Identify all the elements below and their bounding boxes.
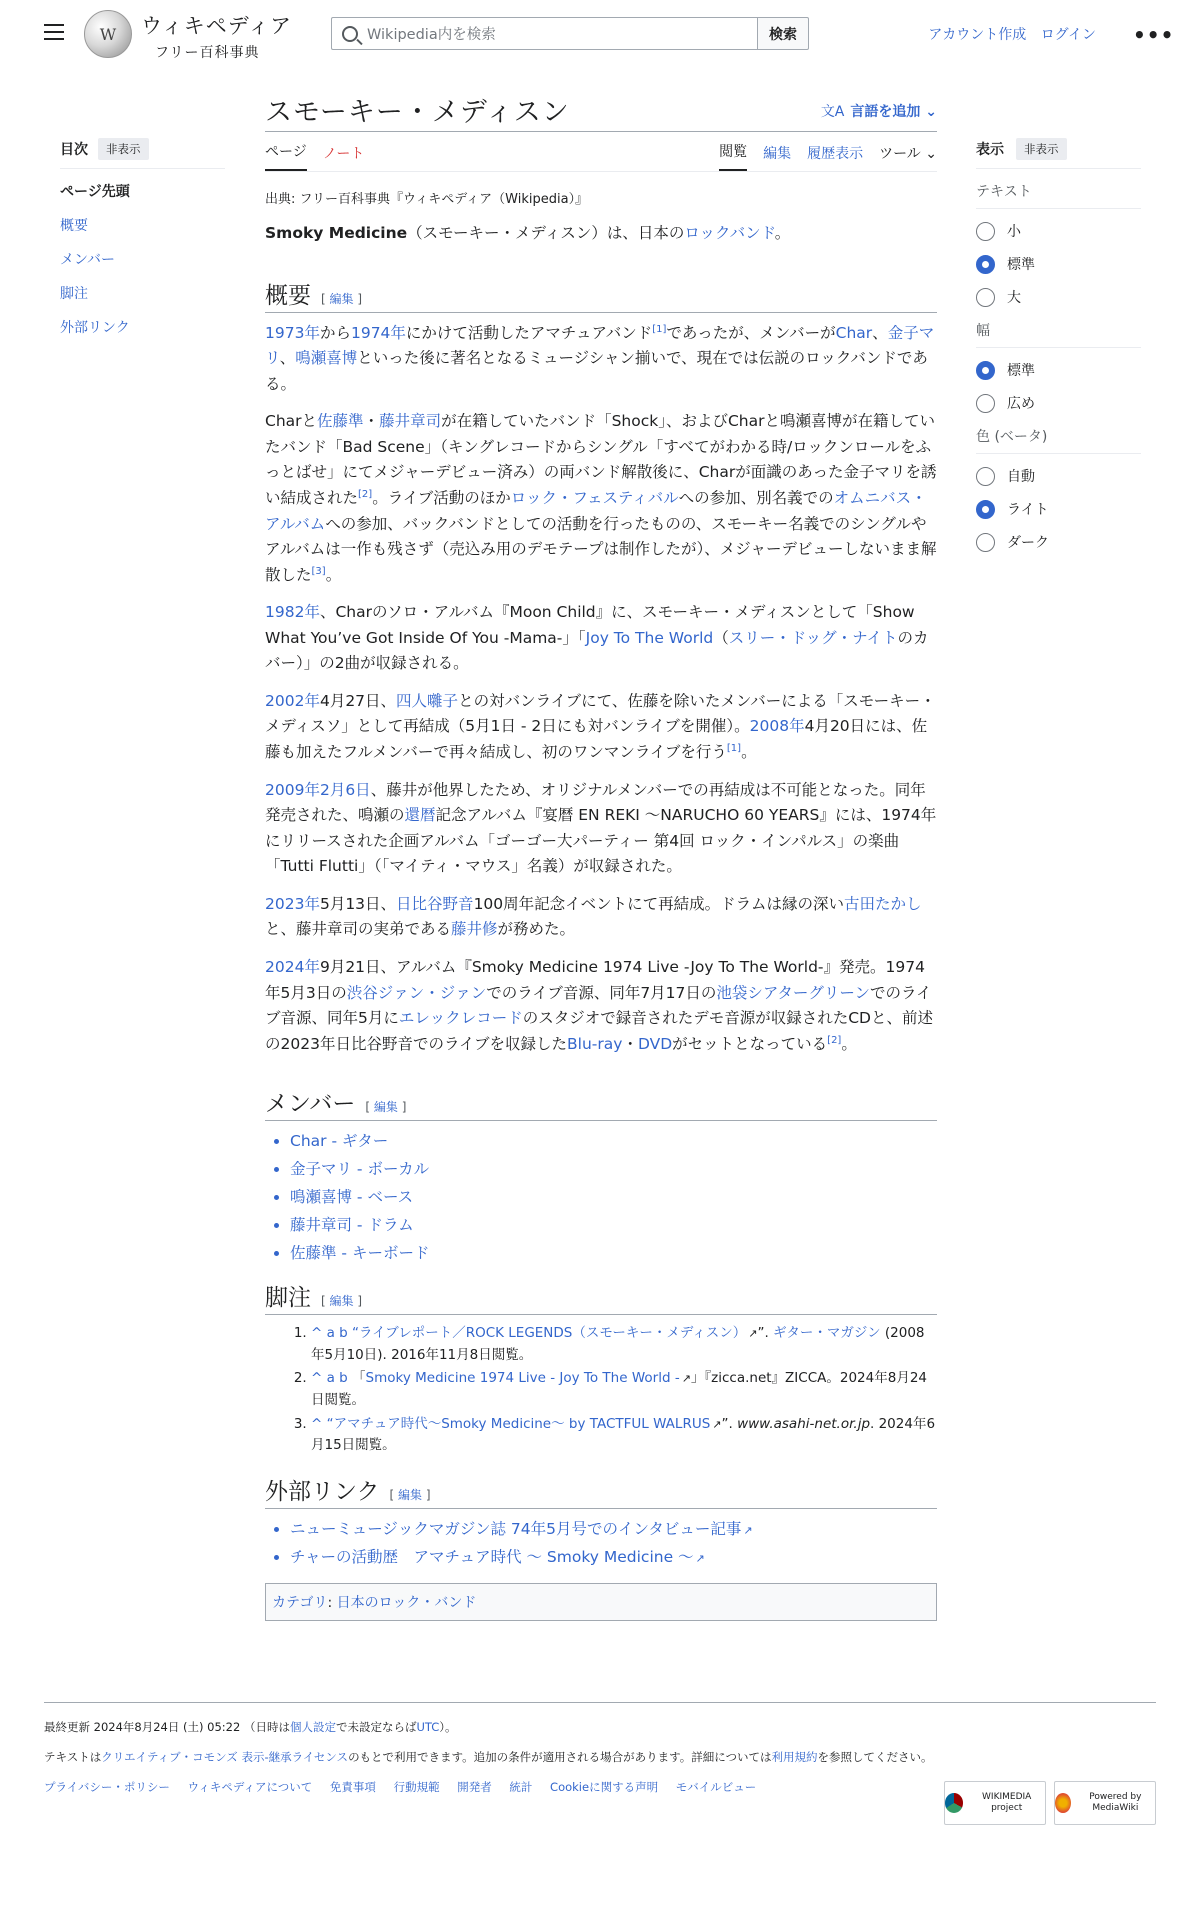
tab-read[interactable]: 閲覧 (719, 141, 747, 171)
tab-talk[interactable]: ノート (322, 146, 365, 162)
color-auto-option[interactable] (976, 466, 1141, 486)
color-light-option[interactable] (976, 499, 1141, 519)
text: と、藤井章司の実弟である (265, 920, 452, 939)
create-account-link[interactable]: アカウント作成 (928, 27, 1027, 43)
references-list (265, 1323, 937, 1457)
text: 」『zicca.net』ZICCA。2024年8月24日閲覧。 (311, 1370, 927, 1408)
reference-item (311, 1414, 937, 1457)
link[interactable]: 藤井章司 (379, 412, 442, 431)
text-size-large-option[interactable] (976, 287, 1141, 307)
appearance-panel (976, 138, 1141, 565)
external-link[interactable]: チャーの活動歴 アマチュア時代 〜 Smoky Medicine 〜 (290, 1547, 694, 1566)
site-tagline: フリー百科事典 (155, 45, 260, 61)
edit-label[interactable]: 編集 (398, 1487, 423, 1502)
tools-label: ツール (879, 146, 921, 162)
text: www.asahi-net.or.jp (737, 1415, 871, 1432)
tab-edit[interactable]: 編集 (763, 146, 792, 162)
paragraph (265, 892, 937, 943)
link[interactable]: 2002年 (265, 691, 320, 710)
color-dark-option[interactable] (976, 532, 1141, 552)
text: ）。 (439, 1720, 457, 1734)
chevron-down-icon: ⌄ (925, 146, 937, 162)
last-modified (44, 1719, 1156, 1735)
search-form (331, 17, 809, 50)
list-item[interactable]: • 鳴瀬喜博 - ベース (290, 1185, 937, 1207)
table-of-contents (60, 138, 225, 351)
site-header (0, 0, 1200, 72)
link[interactable]: オムニバス・アルバム (265, 488, 927, 533)
radio-color-dark[interactable] (976, 533, 995, 552)
tab-tools[interactable] (879, 143, 937, 171)
text: ・ (622, 1034, 638, 1053)
category-box (265, 1583, 937, 1621)
text: 。 (774, 224, 791, 242)
add-language-label: 言語を追加 (850, 104, 921, 120)
heading-notes (265, 1279, 937, 1315)
search-icon (342, 26, 358, 42)
lead-paragraph (265, 221, 937, 247)
text: 。 (741, 743, 757, 761)
edit-label[interactable]: 編集 (373, 1100, 398, 1115)
link[interactable]: スリー・ドッグ・ナイト (728, 628, 898, 647)
option-label: 大 (1007, 290, 1021, 306)
page-footer (44, 1702, 1156, 1813)
external-link-icon: ↗ (681, 1372, 691, 1386)
chevron-down-icon: ⌄ (925, 104, 937, 120)
toc-item-external-links[interactable]: 外部リンク (60, 320, 130, 336)
external-link-icon: ↗ (743, 1523, 753, 1537)
link[interactable]: 鳴瀬喜博 (295, 349, 358, 368)
footer-link[interactable]: ウィキペディアについて (187, 1780, 313, 1794)
text: 9月21日、アルバム『Smoky Medicine 1974 Live -Joy To The World-』発売。1974年5月3日の (265, 957, 925, 1002)
list-item[interactable]: • Char - ギター (290, 1129, 937, 1151)
text: 、藤井が他界したため、オリジナルメンバーでの再結成は不可能となった。同年発売された、鳴瀬の (265, 780, 926, 825)
link[interactable]: 藤井修 (451, 920, 498, 939)
backlink[interactable]: ^ a b (311, 1325, 348, 1342)
paragraph (265, 778, 937, 880)
text: で未設定ならば (335, 1720, 417, 1734)
text: への参加、バックバンドとしての活動を行ったものの、スモーキー名義でのシングルやアルバムは一作も残さず（売込み用のデモテープは制作したが）、メジャーデビューしないまま解散した (265, 514, 937, 584)
text: でのライブ音源、同年5月に (265, 983, 932, 1028)
list-item[interactable]: • 藤井章司 - ドラム (290, 1213, 937, 1235)
option-label: 小 (1007, 224, 1021, 240)
text: のカバー）」の2曲が収録される。 (265, 628, 929, 673)
appearance-hide-button[interactable]: 非表示 (1016, 138, 1067, 160)
width-standard-option[interactable] (976, 360, 1141, 380)
terms-link[interactable]: 利用規約 (771, 1750, 818, 1764)
text: 。 (841, 1034, 857, 1053)
text: 5月13日、 (319, 894, 397, 913)
reference-link[interactable]: “アマチュア時代〜Smoky Medicine〜 by TACTFUL WALRUS (326, 1415, 711, 1432)
link[interactable]: DVD (637, 1034, 673, 1053)
text: (2008年5月10日). 2016年11月8日閲覧。 (311, 1325, 925, 1363)
toc-title: 目次 (60, 142, 88, 158)
paragraph (265, 600, 937, 677)
link[interactable]: Char (835, 323, 873, 342)
width-label: 幅 (976, 320, 1141, 348)
login-link[interactable]: ログイン (1040, 27, 1096, 43)
color-label: 色 (ベータ) (976, 426, 1141, 454)
text: のもとで利用できます。追加の条件が適用される場合があります。詳細については (348, 1750, 772, 1764)
edit-section-link[interactable]: [ 編集 ] (321, 291, 363, 306)
text-size-small-option[interactable] (976, 221, 1141, 241)
width-wide-option[interactable] (976, 393, 1141, 413)
link[interactable]: 2009年 (265, 780, 320, 799)
footer-link[interactable]: 統計 (509, 1780, 533, 1794)
utc-link[interactable]: UTC (416, 1720, 440, 1734)
page-tabs (265, 132, 937, 172)
text: がセットとなっている (672, 1034, 828, 1053)
text: 記念アルバム『宴暦 EN REKI 〜NARUCHO 60 YEARS』には、1974年にリリースされた企画アルバム「ゴーゴー大パーティー 第4回 ロック・インパルス」の楽曲「Tutti Flutti」（「マイティ・マウス」名義）が収録された。 (265, 806, 937, 876)
text: といった後に著名となるミュージシャン揃いで、現在では伝説のロックバンドである。 (265, 349, 928, 393)
text: 、Charのソロ・アルバム『Moon Child』に、スモーキー・メディスンとして「Show What You’ve Got Inside Of You -Mama-」「 (265, 603, 915, 647)
option-label: 標準 (1007, 363, 1035, 379)
text: でのライブ音源、同年7月17日の (486, 983, 717, 1002)
text: が在籍していたバンド「Shock」、およびCharと鳴瀬喜博が在籍していたバンド「Bad Scene」（キングレコードからシングル「すべてがわかる時/ロックンロールをふっとばせ」にてメジャーデビュー済み）の両バンド解散後に、Charが面識のあった金子マリを誘い結成された (265, 412, 937, 507)
license-notice (44, 1749, 1156, 1765)
paragraph (265, 955, 937, 1057)
text: 、 (279, 349, 296, 368)
external-links-list (265, 1517, 937, 1567)
external-link-icon: ↗ (748, 1327, 758, 1341)
citation[interactable]: [3] (311, 565, 326, 577)
search-button[interactable]: 検索 (757, 17, 809, 50)
toc-item-top[interactable]: ページ先頭 (60, 184, 130, 200)
license-link[interactable]: クリエイティブ・コモンズ 表示-継承ライセンス (101, 1750, 349, 1764)
edit-section-link[interactable]: [ 編集 ] (321, 1294, 363, 1309)
footer-link[interactable]: 開発者 (457, 1780, 492, 1794)
text: 、 (872, 323, 888, 342)
toc-item-overview[interactable]: 概要 (60, 218, 88, 234)
search-placeholder: Wikipedia内を検索 (367, 27, 496, 43)
footer-link[interactable]: 行動規範 (393, 1780, 440, 1794)
text: 。ライブ活動のほか (372, 488, 511, 507)
text: : (327, 1594, 337, 1611)
site-wordmark[interactable] (141, 10, 292, 62)
preferences-link[interactable]: 個人設定 (289, 1720, 336, 1734)
radio-large[interactable] (976, 288, 995, 307)
list-item[interactable] (290, 1545, 937, 1567)
members-list (265, 1129, 937, 1263)
link[interactable]: 1982年 (265, 603, 320, 622)
text-size-label: テキスト (976, 181, 1141, 209)
external-link-icon: ↗ (695, 1551, 705, 1565)
reference-link[interactable]: “ライブレポート／ROCK LEGENDS（スモーキー・メディスン） (352, 1325, 747, 1342)
citation[interactable]: [2] (358, 488, 373, 500)
text: にかけて活動したアマチュアバンド (405, 323, 653, 342)
list-item[interactable]: • 金子マリ - ボーカル (290, 1157, 937, 1179)
link[interactable]: Blu-ray (567, 1034, 623, 1053)
wikimedia-logo-icon (945, 1793, 963, 1813)
link[interactable]: 池袋シアターグリーン (716, 983, 871, 1002)
heading-overview (265, 277, 937, 313)
wikipedia-globe-logo[interactable]: W (84, 10, 132, 58)
link[interactable]: 2023年 (265, 894, 320, 913)
reference-link[interactable]: Smoky Medicine 1974 Live - Joy To The World - (365, 1370, 680, 1387)
citation[interactable]: [2] (827, 1034, 842, 1046)
text-size-standard-option[interactable] (976, 254, 1141, 274)
external-link-icon: ↗ (712, 1417, 722, 1431)
text: が務めた。 (497, 920, 576, 939)
toc-hide-button[interactable]: 非表示 (98, 138, 149, 160)
text: 4月27日、 (319, 691, 397, 710)
citation[interactable]: [1] (652, 323, 667, 335)
search-input[interactable] (331, 17, 757, 50)
text: 最終更新 2024年8月24日 (土) 05:22 （日時は (44, 1720, 290, 1734)
more-options-icon[interactable]: ••• (1133, 23, 1175, 47)
text: . 2024年6月15日閲覧。 (311, 1415, 936, 1454)
text: （スモーキー・メディスン）は、日本の (407, 224, 685, 242)
article-source-note: 出典: フリー百科事典『ウィキペディア（Wikipedia）』 (265, 192, 589, 207)
main-menu-icon[interactable] (44, 24, 64, 40)
footer-link[interactable]: プライバシー・ポリシー (44, 1780, 170, 1794)
link[interactable]: ロック・フェスティバル (510, 488, 679, 507)
badge-label: WIKIMEDIA project (982, 1792, 1032, 1813)
article-content (265, 90, 937, 1621)
reference-item (311, 1323, 937, 1366)
site-title: ウィキペディア (141, 14, 293, 38)
heading-external-links (265, 1473, 937, 1509)
text: （ (713, 628, 729, 647)
tab-page[interactable]: ページ (265, 141, 307, 171)
link[interactable]: 1974年 (350, 323, 406, 342)
link[interactable]: 1973年 (265, 323, 320, 342)
paragraph (265, 409, 937, 588)
toc-item-members[interactable]: メンバー (60, 252, 116, 268)
text: のスタジオで録音されたデモ音源が収録されたCDと、前述の2023年日比谷野音でのライブを収録した (265, 1009, 933, 1053)
option-label: 広め (1007, 396, 1035, 412)
link[interactable]: 古田たかし (844, 894, 922, 913)
categories-link[interactable]: カテゴリ (272, 1594, 328, 1611)
text: との対バンライブにて、佐藤を除いたメンバーによる「スモーキー・メディスソ」として再結成（5月1日 - 2日にも対バンライブを開催）。 (265, 691, 936, 736)
heading-text: 脚注 (265, 1285, 311, 1312)
page-title: スモーキー・メディスン (265, 97, 570, 128)
text: Charと (265, 412, 318, 431)
radio-width-wide[interactable] (976, 394, 995, 413)
list-item[interactable]: • 佐藤準 - キーボード (290, 1241, 937, 1263)
radio-width-standard[interactable] (976, 361, 995, 380)
link[interactable]: 佐藤準 (317, 412, 364, 431)
tab-history[interactable]: 履歴表示 (807, 146, 864, 162)
list-item[interactable] (290, 1517, 937, 1539)
edit-section-link[interactable]: [ 編集 ] (389, 1487, 431, 1502)
heading-text: 外部リンク (265, 1478, 380, 1505)
text: ・ (363, 412, 380, 431)
reference-item (311, 1368, 937, 1411)
text: 4月20日には、佐藤も加えたフルメンバーで再々結成し、初のワンマンライブを行う (265, 717, 928, 761)
option-label: ライト (1007, 502, 1049, 518)
add-language-button[interactable] (821, 101, 937, 121)
heading-members (265, 1085, 937, 1121)
link[interactable]: Joy To The World (585, 628, 714, 647)
footer-link[interactable]: 免責事項 (329, 1780, 376, 1794)
mediawiki-badge[interactable] (1054, 1781, 1156, 1825)
text: から (319, 323, 351, 342)
text: 「 (352, 1370, 366, 1387)
radio-small[interactable] (976, 222, 995, 241)
text: ”. (757, 1325, 774, 1342)
edit-label[interactable]: 編集 (329, 291, 354, 306)
heading-text: 概要 (265, 282, 311, 309)
badge-label: Powered by MediaWiki (1089, 1792, 1142, 1813)
text: であったが、メンバーが (666, 323, 836, 342)
link[interactable]: 2024年 (265, 957, 320, 976)
text: 。 (325, 565, 342, 584)
link[interactable]: エレックレコード (398, 1009, 523, 1028)
heading-text: メンバー (265, 1091, 356, 1118)
text: を参照してください。 (817, 1750, 933, 1764)
text: ”. (721, 1415, 738, 1432)
footer-link[interactable]: モバイルビュー (675, 1780, 757, 1794)
radio-color-auto[interactable] (976, 467, 995, 486)
link[interactable]: 2月6日 (319, 780, 371, 799)
footer-badges (936, 1781, 1156, 1825)
link[interactable]: 渋谷ジァン・ジァン (346, 983, 487, 1002)
external-link[interactable]: ニューミュージックマガジン誌 74年5月号でのインタビュー記事 (290, 1519, 742, 1538)
backlink[interactable]: ^ a b (311, 1370, 348, 1387)
edit-label[interactable]: 編集 (329, 1294, 354, 1309)
option-label: 標準 (1007, 257, 1035, 273)
mediawiki-logo-icon (1055, 1793, 1071, 1813)
link-rock-band[interactable]: ロックバンド (684, 224, 775, 242)
option-label: ダーク (1007, 535, 1049, 551)
toc-item-notes[interactable]: 脚注 (60, 286, 88, 302)
option-label: 自動 (1007, 469, 1035, 485)
link[interactable]: 四人囃子 (396, 691, 459, 710)
link[interactable]: ギター・マガジン (773, 1325, 881, 1342)
link[interactable]: 金子マリ (265, 323, 935, 368)
paragraph (265, 689, 937, 766)
footer-link[interactable]: Cookieに関する声明 (550, 1780, 659, 1794)
link[interactable]: 日比谷野音 (396, 894, 474, 913)
radio-standard[interactable] (976, 255, 995, 274)
link[interactable]: 2008年 (749, 717, 805, 736)
text: への参加、別名義での (678, 488, 834, 507)
link[interactable]: 還暦 (404, 806, 436, 825)
translate-icon: 文A (820, 104, 845, 120)
text: 100周年記念イベントにて再結成。ドラムは縁の深い (473, 894, 844, 913)
category-link[interactable]: 日本のロック・バンド (336, 1594, 477, 1611)
user-links (918, 24, 1096, 44)
lead-bold: Smoky Medicine (265, 224, 408, 242)
paragraph (265, 321, 937, 398)
backlink[interactable]: ^ (311, 1415, 323, 1432)
wikimedia-badge[interactable] (944, 1781, 1046, 1825)
appearance-title: 表示 (976, 142, 1004, 158)
citation[interactable]: [1] (726, 742, 742, 754)
radio-color-light[interactable] (976, 500, 995, 519)
edit-section-link[interactable]: [ 編集 ] (365, 1100, 407, 1115)
text: テキストは (44, 1750, 102, 1764)
